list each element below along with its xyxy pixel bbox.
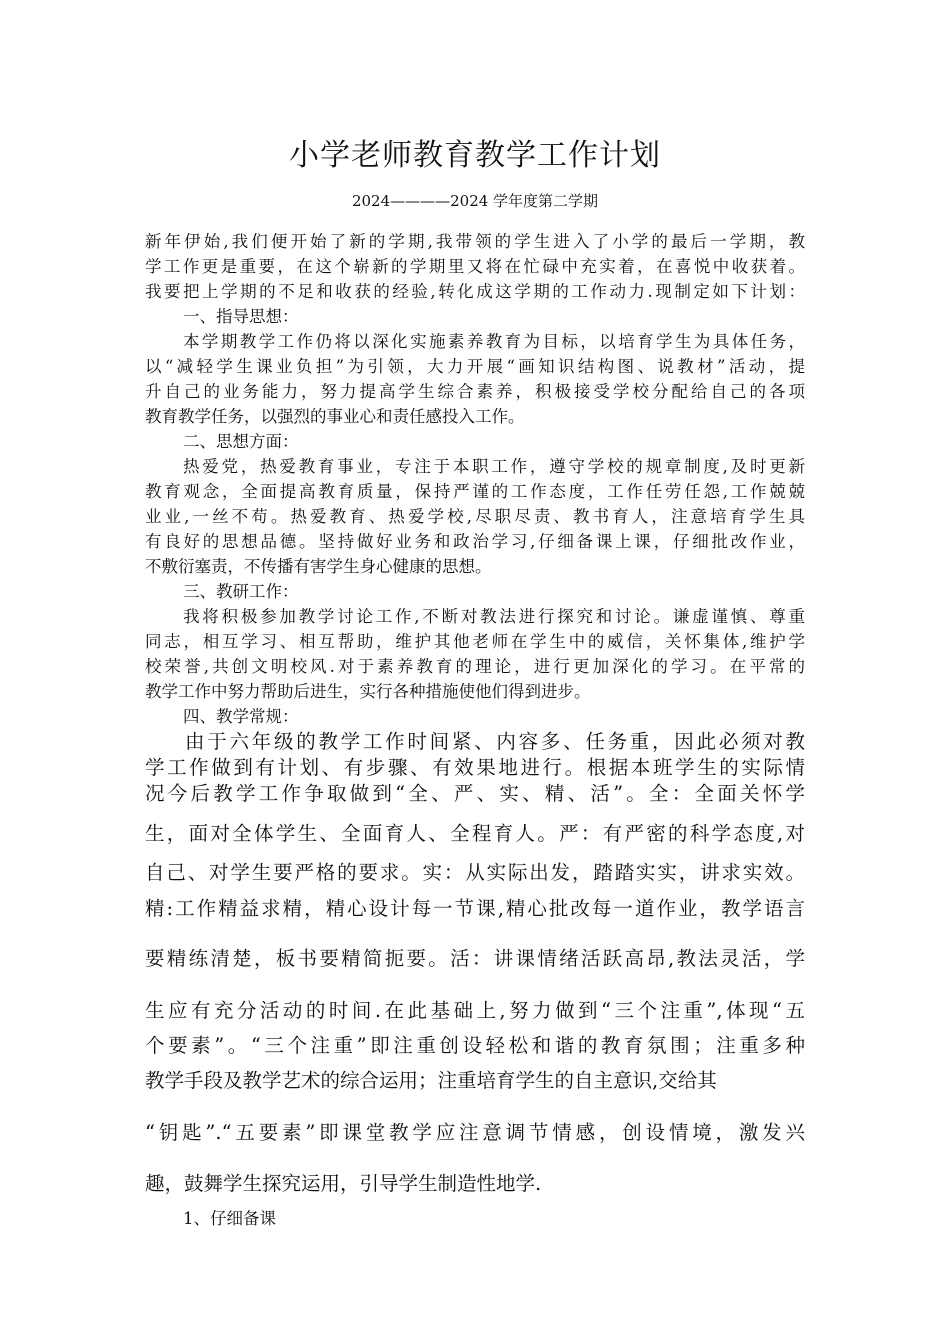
text-line: 况今后教学工作争取做到“全、严、实、精、活”。全：全面关怀学 <box>145 782 805 805</box>
text-line: 我要把上学期的不足和收获的经验,转化成这学期的工作动力.现制定如下计划： <box>145 282 805 301</box>
text-line: 自己、对学生要严格的要求。实：从实际出发，踏踏实实，讲求实效。 <box>145 861 805 884</box>
text-line: 精:工作精益求精，精心设计每一节课,精心批改每一道作业，教学语言 <box>145 897 805 920</box>
text-line: 教育观念，全面提高教育质量，保持严谨的工作态度，工作任劳任怨,工作兢兢 <box>145 482 805 501</box>
section-heading: 二、思想方面： <box>183 432 299 451</box>
text-line: 要精练清楚，板书要精简扼要。活：讲课情绪活跃高昂,教法灵活，学 <box>145 947 805 970</box>
text-line: 我将积极参加教学讨论工作,不断对教法进行探究和讨论。谦虚谨慎、尊重 <box>183 607 805 626</box>
text-line: 同志，相互学习、相互帮助，维护其他老师在学生中的威信，关怀集体,维护学 <box>145 632 805 651</box>
page-subtitle: 2024————2024 学年度第二学期 <box>351 192 599 210</box>
text-line: 热爱党，热爱教育事业，专注于本职工作，遵守学校的规章制度,及时更新 <box>183 457 805 476</box>
text-line: 由于六年级的教学工作时间紧、内容多、任务重，因此必须对教 <box>185 730 805 753</box>
text-line: 新年伊始,我们便开始了新的学期,我带领的学生进入了小学的最后一学期，教 <box>145 232 805 251</box>
text-line: 生应有充分活动的时间.在此基础上,努力做到“三个注重”,体现“五 <box>145 999 805 1022</box>
text-line: 教学手段及教学艺术的综合运用；注重培育学生的自主意识,交给其 <box>145 1069 717 1092</box>
text-line: 以“减轻学生课业负担”为引领，大力开展“画知识结构图、说教材”活动，提 <box>145 357 805 376</box>
text-line: 生，面对全体学生、全面育人、全程育人。严：有严密的科学态度,对 <box>145 822 805 845</box>
section-heading: 四、教学常规： <box>183 707 299 726</box>
text-line: 学工作做到有计划、有步骤、有效果地进行。根据本班学生的实际情 <box>145 756 805 779</box>
text-line: 业业,一丝不苟。热爱教育、热爱学校,尽职尽责、教书育人，注意培育学生具 <box>145 507 805 526</box>
text-line: 校荣誉,共创文明校风.对于素养教育的理论，进行更加深化的学习。在平常的 <box>145 657 805 676</box>
text-line: 教育教学任务，以强烈的事业心和责任感投入工作。 <box>145 407 525 426</box>
text-line: 本学期教学工作仍将以深化实施素养教育为目标，以培育学生为具体任务， <box>183 332 805 351</box>
sub-heading: 1、仔细备课 <box>183 1209 276 1228</box>
section-heading: 一、指导思想： <box>183 307 299 326</box>
section-heading: 三、教研工作： <box>183 582 299 601</box>
text-line: 有良好的思想品德。坚持做好业务和政治学习,仔细备课上课，仔细批改作业， <box>145 532 805 551</box>
text-line: 趣，鼓舞学生探究运用，引导学生制造性地学. <box>145 1172 542 1195</box>
text-line: 个要素”。“三个注重”即注重创设轻松和谐的教育氛围；注重多种 <box>145 1034 805 1057</box>
text-line: 不敷衍塞责，不传播有害学生身心健康的思想。 <box>145 557 492 576</box>
text-line: 学工作更是重要，在这个崭新的学期里又将在忙碌中充实着，在喜悦中收获着。 <box>145 257 805 276</box>
page-title: 小学老师教育教学工作计划 <box>289 138 661 173</box>
text-line: 教学工作中努力帮助后进生，实行各种措施使他们得到进步。 <box>145 682 591 701</box>
text-line: “钥匙”.“五要素”即课堂教学应注意调节情感，创设情境，激发兴 <box>145 1121 805 1144</box>
text-line: 升自己的业务能力，努力提高学生综合素养，积极接受学校分配给自己的各项 <box>145 382 805 401</box>
